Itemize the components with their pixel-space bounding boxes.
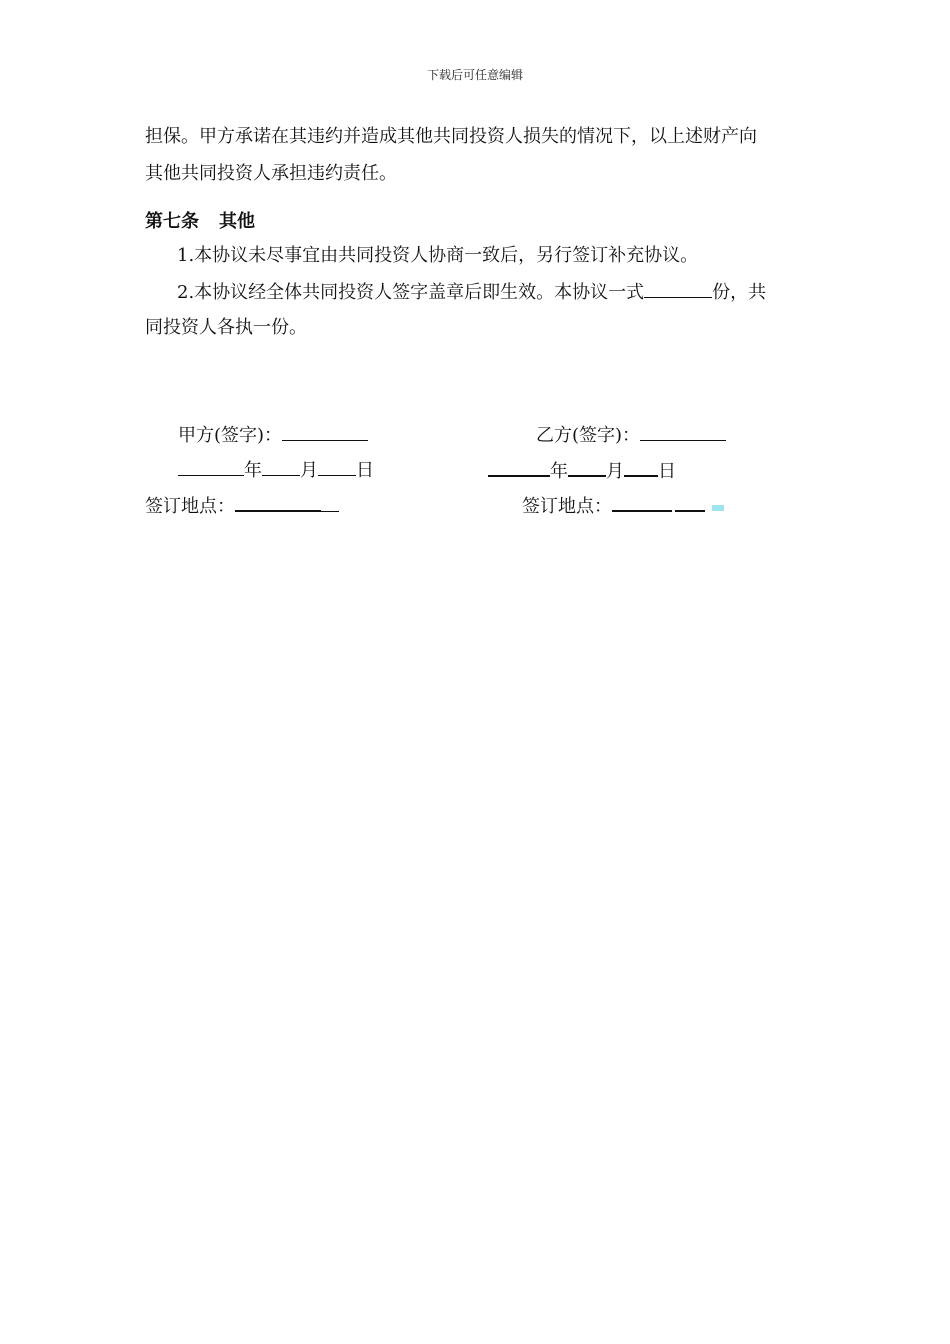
party-a-signature-blank[interactable]: [282, 422, 368, 441]
paragraph-line: 同投资人各执一份。: [145, 317, 307, 338]
place-label: 签订地点：: [522, 496, 612, 517]
party-a-place: [145, 492, 339, 520]
place-blank-tail: [675, 492, 705, 512]
party-b-date: [488, 457, 676, 485]
party-a-date: [178, 457, 374, 484]
party-a-label: 甲方(签字)：: [178, 425, 283, 446]
text-cursor-marker: [712, 505, 724, 511]
year-label: 年: [244, 460, 262, 481]
clause-item-1: 1.本协议未尽事宜由共同投资人协商一致后，另行签订补充协议。: [177, 245, 699, 266]
paragraph-line: 担保。甲方承诺在其违约并造成其他共同投资人损失的情况下，以上述财产向: [145, 126, 757, 147]
day-blank[interactable]: [624, 457, 658, 477]
day-label: 日: [356, 460, 374, 481]
month-label: 月: [300, 460, 318, 481]
party-b-label: 乙方(签字)：: [536, 425, 641, 446]
paragraph-line: 其他共同投资人承担违约责任。: [145, 163, 397, 184]
place-blank-tail: [321, 493, 339, 512]
copies-blank[interactable]: [644, 279, 712, 298]
day-blank[interactable]: [318, 457, 356, 476]
clause-text: 份，共: [712, 282, 767, 303]
place-blank[interactable]: [612, 492, 672, 512]
article-number: 第七条: [145, 211, 199, 232]
clause-item-2: [177, 279, 766, 306]
year-blank[interactable]: [178, 457, 244, 476]
year-blank[interactable]: [488, 457, 550, 477]
article-title: 其他: [219, 211, 255, 232]
article-heading: [145, 209, 255, 235]
month-blank[interactable]: [262, 457, 300, 476]
month-label: 月: [606, 461, 624, 482]
place-blank[interactable]: [235, 492, 321, 512]
party-a-signature: [178, 422, 368, 449]
party-b-signature-blank[interactable]: [640, 422, 726, 441]
month-blank[interactable]: [568, 457, 606, 477]
year-label: 年: [550, 461, 568, 482]
party-b-signature: [536, 422, 726, 449]
day-label: 日: [658, 461, 676, 482]
page-header-note: 下载后可任意编辑: [426, 68, 523, 82]
place-label: 签订地点：: [145, 496, 235, 517]
clause-text: 2.本协议经全体共同投资人签字盖章后即生效。本协议一式: [177, 282, 645, 303]
party-b-place: [522, 492, 705, 520]
